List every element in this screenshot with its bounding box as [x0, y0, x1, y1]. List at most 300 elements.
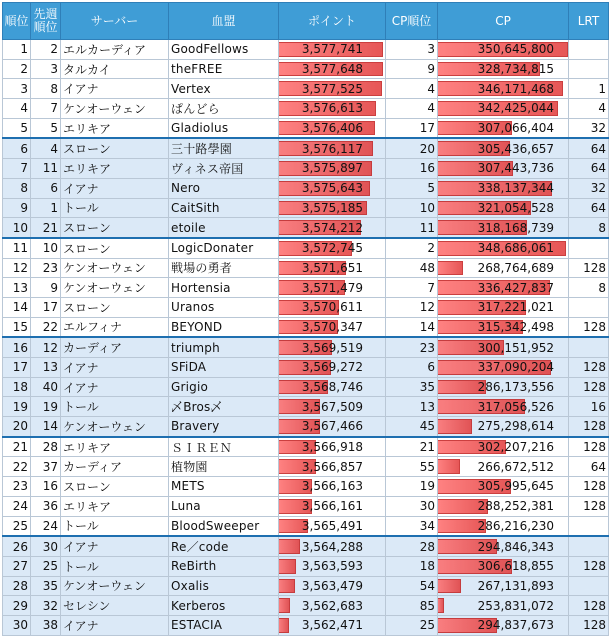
lrt-cell: 8 [569, 278, 609, 298]
server-cell: ケンオーウェン [61, 278, 169, 298]
rank-cell: 21 [3, 437, 31, 457]
points-cell [279, 596, 386, 616]
guild-cell: ヴィネス帝国 [169, 159, 279, 179]
guild-cell: 乄Bros乄 [169, 397, 279, 417]
guild-cell: ESTACIA [169, 615, 279, 635]
table-row [3, 556, 609, 576]
server-cell: ケンオーウェン [61, 417, 169, 437]
guild-cell: BloodSweeper [169, 516, 279, 536]
cp-value: 336,427,837 [477, 280, 554, 295]
cp-value: 348,686,061 [477, 241, 554, 256]
points-value: 3,563,479 [301, 578, 363, 593]
table-row [3, 377, 609, 397]
ranking-table-body [3, 40, 609, 636]
lrt-cell: 128 [569, 258, 609, 278]
last-week-rank-cell: 35 [31, 576, 61, 596]
server-cell: イアナ [61, 178, 169, 198]
cp-cell [438, 317, 569, 337]
cp-cell [438, 238, 569, 258]
rank-cell: 12 [3, 258, 31, 278]
ranking-table [2, 2, 609, 636]
last-week-rank-cell: 38 [31, 615, 61, 635]
guild-cell: BEYOND [169, 317, 279, 337]
cp-rank-cell: 4 [386, 99, 438, 119]
cp-rank-cell: 3 [386, 40, 438, 60]
cp-cell [438, 337, 569, 357]
rank-cell: 19 [3, 397, 31, 417]
table-row [3, 358, 609, 378]
points-value: 3,569,519 [301, 340, 363, 355]
cp-cell [438, 59, 569, 79]
points-cell [279, 477, 386, 497]
server-cell: エリキア [61, 496, 169, 516]
points-value: 3,577,525 [301, 81, 363, 96]
rank-cell: 3 [3, 79, 31, 99]
rank-cell: 20 [3, 417, 31, 437]
last-week-rank-cell: 28 [31, 437, 61, 457]
cp-value: 268,764,689 [477, 260, 554, 275]
server-cell: ケンオーウェン [61, 576, 169, 596]
cp-rank-cell: 23 [386, 337, 438, 357]
last-week-rank-cell: 14 [31, 417, 61, 437]
cp-value: 321,054,528 [477, 200, 554, 215]
cp-rank-cell: 45 [386, 417, 438, 437]
lrt-cell [569, 59, 609, 79]
cp-value: 286,173,556 [477, 380, 554, 395]
server-cell: セレシン [61, 596, 169, 616]
guild-cell: Nero [169, 178, 279, 198]
last-week-rank-cell: 32 [31, 596, 61, 616]
guild-cell: Grigio [169, 377, 279, 397]
cp-rank-cell: 48 [386, 258, 438, 278]
points-value: 3,576,406 [301, 121, 363, 136]
last-week-rank-cell: 8 [31, 79, 61, 99]
table-row [3, 198, 609, 218]
lrt-cell: 128 [569, 615, 609, 635]
points-cell [279, 99, 386, 119]
cp-rank-cell: 19 [386, 477, 438, 497]
lrt-cell: 16 [569, 397, 609, 417]
lrt-cell: 128 [569, 477, 609, 497]
cp-cell [438, 99, 569, 119]
points-value: 3,562,683 [301, 598, 363, 613]
cp-rank-cell: 20 [386, 138, 438, 158]
points-cell [279, 40, 386, 60]
guild-cell: Uranos [169, 297, 279, 317]
points-value: 3,571,651 [301, 260, 363, 275]
points-cell [279, 218, 386, 238]
rank-cell: 5 [3, 118, 31, 138]
last-week-rank-cell: 11 [31, 159, 61, 179]
guild-cell: GoodFellows [169, 40, 279, 60]
guild-cell: Kerberos [169, 596, 279, 616]
rank-cell: 6 [3, 138, 31, 158]
points-cell [279, 317, 386, 337]
points-value: 3,570,347 [301, 319, 363, 334]
last-week-rank-cell: 21 [31, 218, 61, 238]
cp-rank-cell: 4 [386, 79, 438, 99]
guild-cell: ReBirth [169, 556, 279, 576]
lrt-cell: 128 [569, 556, 609, 576]
last-week-rank-cell: 25 [31, 556, 61, 576]
cp-value: 275,298,614 [477, 419, 554, 434]
table-row [3, 437, 609, 457]
last-week-rank-cell: 24 [31, 516, 61, 536]
last-week-rank-cell: 5 [31, 118, 61, 138]
points-value: 3,570,611 [301, 300, 363, 315]
server-cell: イアナ [61, 615, 169, 635]
header-rank[interactable]: 順位 [3, 3, 31, 40]
rank-cell: 28 [3, 576, 31, 596]
cp-cell [438, 437, 569, 457]
guild-cell: triumph [169, 337, 279, 357]
points-cell [279, 337, 386, 357]
table-row [3, 496, 609, 516]
header-lrt[interactable]: LRT [569, 3, 609, 40]
points-value: 3,564,288 [301, 539, 363, 554]
lrt-cell: 8 [569, 218, 609, 238]
last-week-rank-cell: 40 [31, 377, 61, 397]
points-value: 3,575,897 [301, 161, 363, 176]
rank-cell: 7 [3, 159, 31, 179]
points-cell [279, 178, 386, 198]
points-cell [279, 457, 386, 477]
points-cell [279, 516, 386, 536]
table-row [3, 159, 609, 179]
last-week-rank-cell: 36 [31, 496, 61, 516]
cp-rank-cell: 55 [386, 457, 438, 477]
table-row [3, 238, 609, 258]
lrt-cell: 64 [569, 198, 609, 218]
points-value: 3,568,746 [301, 380, 363, 395]
cp-rank-cell: 25 [386, 615, 438, 635]
table-row [3, 596, 609, 616]
cp-cell [438, 516, 569, 536]
rank-cell: 15 [3, 317, 31, 337]
header-last-week-rank[interactable]: 先週 順位 [31, 3, 61, 40]
points-cell [279, 138, 386, 158]
cp-value: 328,734,815 [477, 62, 554, 77]
lrt-cell [569, 576, 609, 596]
points-value: 3,576,117 [301, 141, 363, 156]
cp-rank-cell: 21 [386, 437, 438, 457]
last-week-rank-cell: 30 [31, 536, 61, 556]
rank-cell: 22 [3, 457, 31, 477]
last-week-rank-cell: 13 [31, 358, 61, 378]
cp-value: 307,443,736 [477, 161, 554, 176]
header-cp-rank[interactable]: CP順位 [386, 3, 438, 40]
table-row [3, 516, 609, 536]
guild-cell: Luna [169, 496, 279, 516]
table-row [3, 417, 609, 437]
lrt-cell: 128 [569, 437, 609, 457]
rank-cell: 14 [3, 297, 31, 317]
rank-cell: 23 [3, 477, 31, 497]
points-cell [279, 59, 386, 79]
server-cell: ケンオーウェン [61, 258, 169, 278]
guild-cell: Re／code [169, 536, 279, 556]
cp-cell [438, 218, 569, 238]
lrt-cell [569, 337, 609, 357]
cp-cell [438, 178, 569, 198]
guild-cell: 三十路學園 [169, 138, 279, 158]
cp-value: 342,425,044 [477, 101, 554, 116]
points-value: 3,571,479 [301, 280, 363, 295]
cp-rank-cell: 28 [386, 536, 438, 556]
rank-cell: 11 [3, 238, 31, 258]
cp-value: 350,645,800 [477, 42, 554, 57]
rank-cell: 9 [3, 198, 31, 218]
server-cell: スローン [61, 218, 169, 238]
cp-cell [438, 496, 569, 516]
cp-value: 318,168,739 [477, 220, 554, 235]
guild-cell: Oxalis [169, 576, 279, 596]
server-cell: スローン [61, 238, 169, 258]
table-row [3, 397, 609, 417]
table-row [3, 79, 609, 99]
server-cell: イアナ [61, 536, 169, 556]
table-row [3, 138, 609, 158]
cp-cell [438, 159, 569, 179]
rank-cell: 26 [3, 536, 31, 556]
lrt-cell: 64 [569, 457, 609, 477]
ranking-table-container [2, 2, 608, 636]
cp-cell [438, 297, 569, 317]
cp-rank-cell: 13 [386, 397, 438, 417]
header-server[interactable]: サーバー [61, 3, 169, 40]
server-cell: エリキア [61, 159, 169, 179]
guild-cell: etoile [169, 218, 279, 238]
cp-value: 302,207,216 [477, 440, 554, 455]
last-week-rank-cell: 6 [31, 178, 61, 198]
table-row [3, 536, 609, 556]
cp-cell [438, 615, 569, 635]
cp-rank-cell: 30 [386, 496, 438, 516]
cp-value: 305,436,657 [477, 141, 554, 156]
last-week-rank-cell: 17 [31, 297, 61, 317]
table-row [3, 615, 609, 635]
table-row [3, 457, 609, 477]
points-cell [279, 615, 386, 635]
points-value: 3,567,509 [301, 399, 363, 414]
cp-rank-cell: 9 [386, 59, 438, 79]
points-value: 3,575,643 [301, 181, 363, 196]
table-row [3, 317, 609, 337]
cp-value: 288,252,381 [477, 499, 554, 514]
rank-cell: 13 [3, 278, 31, 298]
last-week-rank-cell: 7 [31, 99, 61, 119]
points-cell [279, 437, 386, 457]
points-value: 3,577,648 [301, 62, 363, 77]
guild-cell: 植物園 [169, 457, 279, 477]
points-value: 3,565,491 [301, 518, 363, 533]
points-value: 3,566,163 [301, 479, 363, 494]
cp-cell [438, 596, 569, 616]
lrt-cell [569, 238, 609, 258]
server-cell: トール [61, 397, 169, 417]
points-cell [279, 118, 386, 138]
server-cell: エルフィナ [61, 317, 169, 337]
last-week-rank-cell: 22 [31, 317, 61, 337]
server-cell: イアナ [61, 358, 169, 378]
server-cell: ケンオーウェン [61, 99, 169, 119]
rank-cell: 24 [3, 496, 31, 516]
header-cp[interactable]: CP [438, 3, 569, 40]
last-week-rank-cell: 9 [31, 278, 61, 298]
last-week-rank-cell: 19 [31, 397, 61, 417]
rank-cell: 30 [3, 615, 31, 635]
table-row [3, 118, 609, 138]
guild-cell: CaitSith [169, 198, 279, 218]
points-cell [279, 556, 386, 576]
last-week-rank-cell: 37 [31, 457, 61, 477]
table-row [3, 99, 609, 119]
server-cell: スローン [61, 297, 169, 317]
cp-value: 286,216,230 [477, 518, 554, 533]
points-cell [279, 198, 386, 218]
points-value: 3,562,471 [301, 618, 363, 633]
lrt-cell: 128 [569, 417, 609, 437]
last-week-rank-cell: 2 [31, 40, 61, 60]
lrt-cell: 32 [569, 118, 609, 138]
table-row [3, 477, 609, 497]
cp-cell [438, 477, 569, 497]
points-cell [279, 159, 386, 179]
server-cell: イアナ [61, 377, 169, 397]
last-week-rank-cell: 12 [31, 337, 61, 357]
rank-cell: 29 [3, 596, 31, 616]
table-row [3, 218, 609, 238]
guild-cell: ＳＩＲＥＮ [169, 437, 279, 457]
header-points[interactable]: ポイント [279, 3, 386, 40]
cp-rank-cell: 85 [386, 596, 438, 616]
points-cell [279, 358, 386, 378]
cp-cell [438, 198, 569, 218]
cp-rank-cell: 6 [386, 358, 438, 378]
server-cell: タルカイ [61, 59, 169, 79]
last-week-rank-cell: 3 [31, 59, 61, 79]
points-cell [279, 297, 386, 317]
header-guild[interactable]: 血盟 [169, 3, 279, 40]
cp-cell [438, 576, 569, 596]
rank-cell: 2 [3, 59, 31, 79]
last-week-rank-cell: 4 [31, 138, 61, 158]
cp-cell [438, 397, 569, 417]
table-row [3, 40, 609, 60]
server-cell: イアナ [61, 79, 169, 99]
cp-value: 300,151,952 [477, 340, 554, 355]
lrt-cell [569, 516, 609, 536]
lrt-cell: 128 [569, 317, 609, 337]
points-value: 3,563,593 [301, 559, 363, 574]
cp-rank-cell: 12 [386, 297, 438, 317]
lrt-cell: 128 [569, 377, 609, 397]
points-value: 3,577,741 [301, 42, 363, 57]
cp-cell [438, 536, 569, 556]
cp-rank-cell: 17 [386, 118, 438, 138]
lrt-cell: 1 [569, 79, 609, 99]
guild-cell: theFREE [169, 59, 279, 79]
cp-cell [438, 118, 569, 138]
rank-cell: 18 [3, 377, 31, 397]
header-row [3, 3, 609, 40]
cp-cell [438, 377, 569, 397]
rank-cell: 16 [3, 337, 31, 357]
cp-value: 253,831,072 [477, 598, 554, 613]
server-cell: エリキア [61, 437, 169, 457]
rank-cell: 17 [3, 358, 31, 378]
server-cell: カーディア [61, 337, 169, 357]
points-cell [279, 496, 386, 516]
server-cell: エルカーディア [61, 40, 169, 60]
points-value: 3,566,161 [301, 499, 363, 514]
lrt-cell: 64 [569, 159, 609, 179]
cp-rank-cell: 2 [386, 238, 438, 258]
server-cell: カーディア [61, 457, 169, 477]
points-value: 3,574,212 [301, 220, 363, 235]
guild-cell: ぱんどら [169, 99, 279, 119]
points-value: 3,567,466 [301, 419, 363, 434]
cp-cell [438, 258, 569, 278]
cp-rank-cell: 34 [386, 516, 438, 536]
guild-cell: Vertex [169, 79, 279, 99]
cp-rank-cell: 18 [386, 556, 438, 576]
guild-cell: METS [169, 477, 279, 497]
guild-cell: Bravery [169, 417, 279, 437]
cp-cell [438, 278, 569, 298]
points-cell [279, 238, 386, 258]
cp-value: 317,221,021 [477, 300, 554, 315]
lrt-cell [569, 536, 609, 556]
lrt-cell [569, 40, 609, 60]
guild-cell: SFiDA [169, 358, 279, 378]
cp-rank-cell: 35 [386, 377, 438, 397]
lrt-cell: 128 [569, 596, 609, 616]
points-cell [279, 79, 386, 99]
points-cell [279, 377, 386, 397]
rank-cell: 25 [3, 516, 31, 536]
cp-cell [438, 417, 569, 437]
rank-cell: 1 [3, 40, 31, 60]
server-cell: スローン [61, 477, 169, 497]
guild-cell: LogicDonater [169, 238, 279, 258]
cp-rank-cell: 54 [386, 576, 438, 596]
table-row [3, 576, 609, 596]
points-value: 3,566,857 [301, 459, 363, 474]
server-cell: トール [61, 556, 169, 576]
table-row [3, 258, 609, 278]
cp-value: 338,137,344 [477, 181, 554, 196]
table-row [3, 337, 609, 357]
cp-rank-cell: 10 [386, 198, 438, 218]
cp-value: 337,090,204 [477, 360, 554, 375]
last-week-rank-cell: 1 [31, 198, 61, 218]
points-value: 3,576,613 [301, 101, 363, 116]
lrt-cell: 64 [569, 138, 609, 158]
last-week-rank-cell: 23 [31, 258, 61, 278]
cp-cell [438, 457, 569, 477]
lrt-cell [569, 297, 609, 317]
table-row [3, 178, 609, 198]
cp-cell [438, 138, 569, 158]
cp-value: 315,342,498 [477, 319, 554, 334]
points-value: 3,575,185 [301, 200, 363, 215]
rank-cell: 8 [3, 178, 31, 198]
points-value: 3,566,918 [301, 440, 363, 455]
points-cell [279, 417, 386, 437]
cp-rank-cell: 14 [386, 317, 438, 337]
cp-value: 346,171,468 [477, 81, 554, 96]
